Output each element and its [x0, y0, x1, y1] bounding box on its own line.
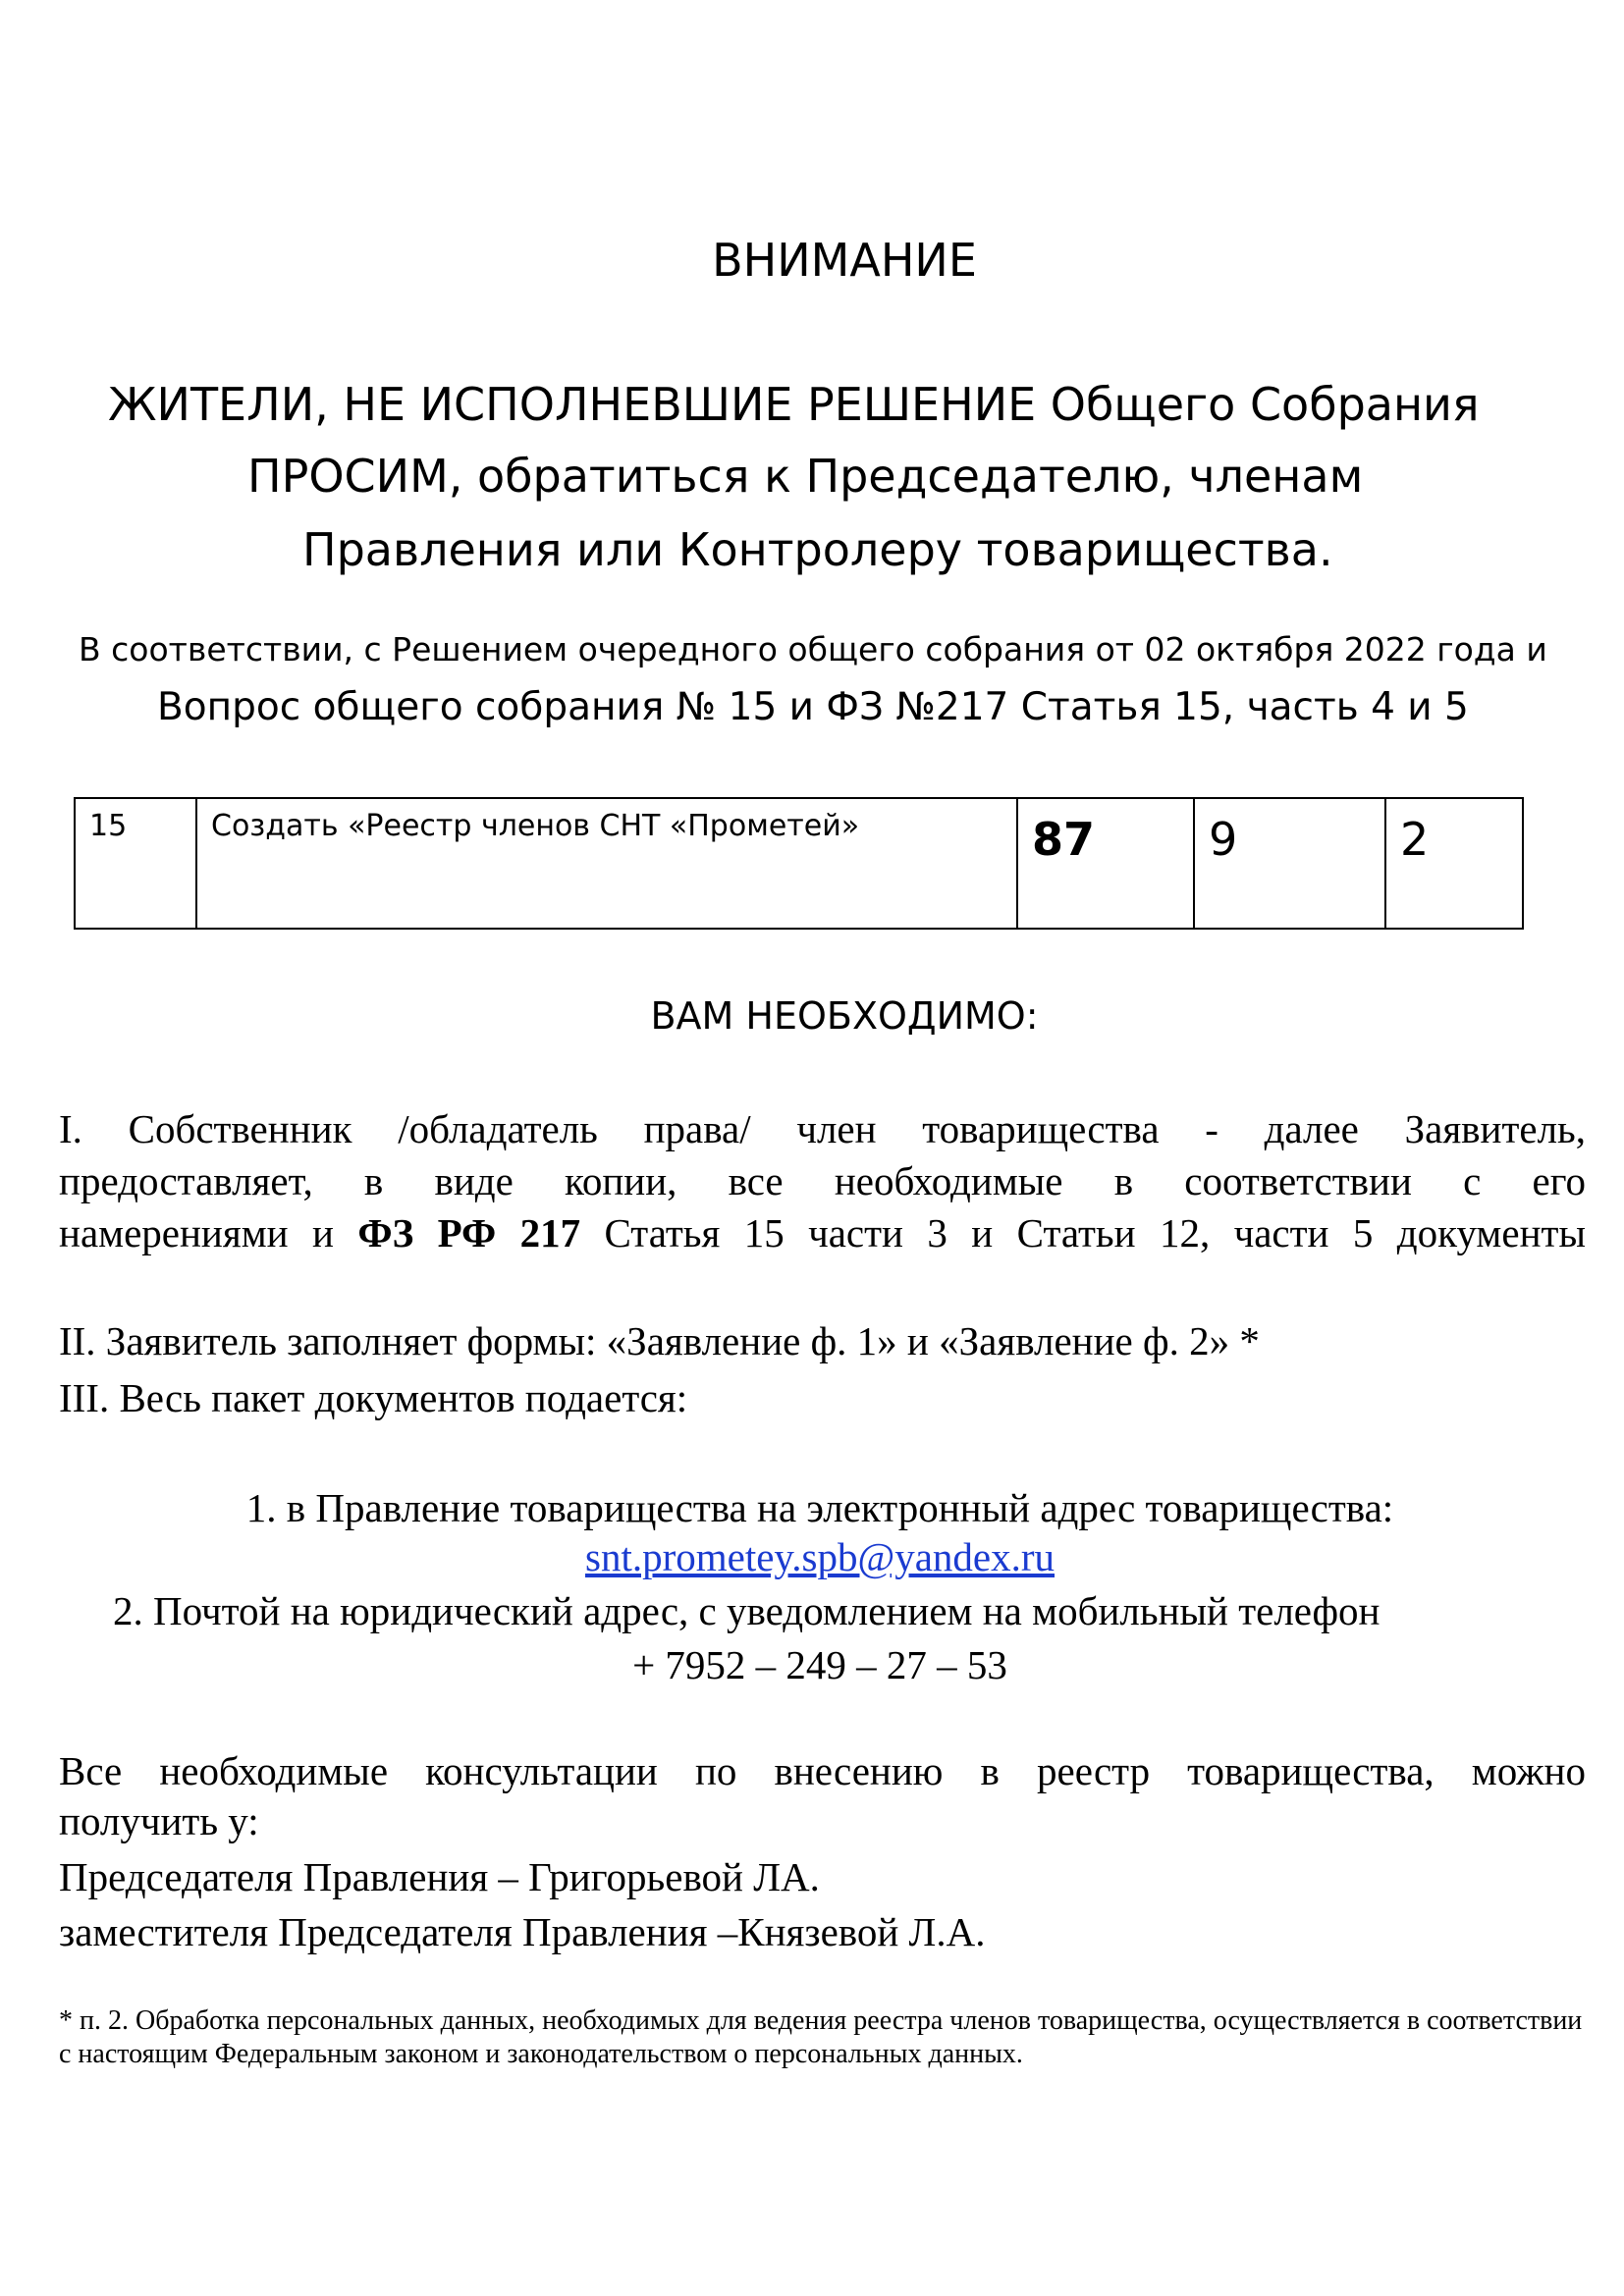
table-row — [75, 798, 1523, 929]
step-1-law-ref: ФЗ РФ 217 — [357, 1210, 581, 1255]
step-1-line-3-end: Статья 15 части 3 и Статьи 12, части 5 документы — [580, 1210, 1586, 1255]
phone-number: + 7952 – 249 – 27 – 53 — [632, 1642, 1007, 1687]
consult-chair: Председателя Правления – Григорьевой ЛА. — [59, 1854, 820, 1899]
step-1-line-2: предоставляет, в виде копии, все необходимые в соответствии с его — [59, 1158, 1586, 1203]
heading-line-2: ПРОСИМ, обратиться к Председателю, членам — [247, 450, 1364, 503]
step-3-paragraph: III. Весь пакет документов подается: — [59, 1375, 688, 1420]
votes-for-cell: 87 — [1017, 798, 1194, 929]
submission-item-1: 1. в Правление товарищества на электронный адрес товарищества: — [245, 1485, 1394, 1530]
step-2-paragraph: II. Заявитель заполняет формы: «Заявление ф. 1» и «Заявление ф. 2» * — [59, 1318, 1260, 1363]
question-number-cell: 15 — [75, 798, 196, 929]
footnote: * п. 2. Обработка персональных данных, необходимых для ведения реестра членов товарищества, осуществляется в соответствии с настоящим Федеральным законом и законодательством о персональных данных. — [59, 2005, 1583, 2069]
submission-item-2: 2. Почтой на юридический адрес, с уведомлением на мобильный телефон — [113, 1588, 1380, 1633]
abstained-cell: 2 — [1385, 798, 1523, 929]
vote-table — [74, 797, 1524, 930]
heading-line-1: ЖИТЕЛИ, НЕ ИСПОЛНЕВШИЕ РЕШЕНИЕ Общего Собрания — [108, 378, 1480, 431]
email-link — [0, 1533, 1624, 1580]
step-1-line-3 — [59, 1207, 1586, 1259]
basis-line-1: В соответствии, с Решением очередного общего собрания от 02 октября 2022 года и — [79, 630, 1547, 668]
heading-line-3: Правления или Контролеру товарищества. — [302, 523, 1333, 576]
basis-line-2: Вопрос общего собрания № 15 и ФЗ №217 Статья 15, часть 4 и 5 — [157, 685, 1469, 729]
consult-line-1: Все необходимые консультации по внесению в реестр товарищества, можно — [59, 1748, 1586, 1793]
step-1-paragraph — [59, 1103, 1586, 1259]
consult-deputy: заместителя Председателя Правления –Князевой Л.А. — [59, 1909, 986, 1954]
votes-against-cell: 9 — [1194, 798, 1385, 929]
email-link-text[interactable]: snt.prometey.spb@yandex.ru — [584, 1534, 1056, 1579]
page-title: ВНИМАНИЕ — [712, 234, 977, 287]
step-1-line-1: I. Собственник /обладатель права/ член товарищества - далее Заявитель, — [59, 1106, 1586, 1151]
step-1-line-3-start: намерениями и — [59, 1210, 358, 1255]
need-heading: ВАМ НЕОБХОДИМО: — [650, 994, 1039, 1038]
consult-line-2: получить у: — [59, 1798, 259, 1843]
question-text-cell: Создать «Реестр членов СНТ «Прометей» — [196, 798, 1017, 929]
